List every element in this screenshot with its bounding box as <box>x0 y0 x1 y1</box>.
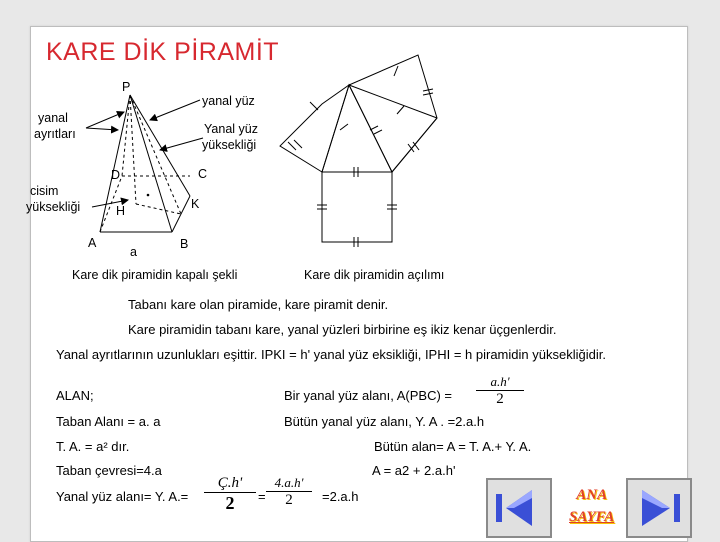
arrow-right-icon <box>628 480 690 536</box>
point-k-label: K <box>191 197 200 211</box>
property-line: Kare piramidin tabanı kare, yanal yüzleri birbirine eş ikiz kenar üçgenlerdir. <box>128 322 557 337</box>
yanal-ayritlari-label-2: ayrıtları <box>34 127 76 141</box>
area-formula-text: A = a2 + 2.a.h' <box>372 463 456 478</box>
yanal-yuz-yuksekligi-label-2: yüksekliği <box>202 138 257 152</box>
ta-text: T. A. = a² dır. <box>56 439 130 454</box>
fraction-denominator: 2 <box>496 391 504 407</box>
vertex-p-label: P <box>122 80 131 94</box>
lateral-area-text: Yanal yüz alanı= Y. A.= <box>56 489 189 504</box>
vertex-b-label: B <box>180 237 189 251</box>
net-figure-caption: Kare dik piramidin açılımı <box>304 268 445 282</box>
net-left-face <box>280 85 349 172</box>
point-h-label: H <box>116 204 126 218</box>
total-area-text: Bütün alan= A = T. A.+ Y. A. <box>374 439 532 454</box>
slant-height-pk <box>130 95 181 214</box>
total-lateral-area-text: Bütün yanal yüz alanı, Y. A . =2.a.h <box>284 414 485 429</box>
cisim-yuksekligi-label-1: cisim <box>30 184 59 198</box>
fraction-denominator: 2 <box>285 492 293 508</box>
vertex-a-label: A <box>88 236 97 250</box>
equals-sign: = <box>258 489 266 504</box>
lateral-face-area-text: Bir yanal yüz alanı, A(PBC) = <box>284 388 452 403</box>
arrow-left-icon <box>488 480 550 536</box>
lateral-edge-pb <box>130 95 172 232</box>
base-edge-bc <box>172 196 190 232</box>
fraction-numerator: 4.a.h' <box>266 475 312 492</box>
vertex-d-label: D <box>111 168 121 182</box>
segment-hk <box>136 204 181 214</box>
lateral-face-area-fraction <box>476 374 524 408</box>
yanal-ayritlari-label-1: yanal <box>38 111 68 125</box>
expanded-fraction <box>266 475 312 509</box>
yanal-yuz-yuksekligi-label-1: Yanal yüz <box>204 122 258 136</box>
vertex-c-label: C <box>198 167 208 181</box>
fraction-numerator: a.h' <box>476 374 524 391</box>
net-top-triangle <box>322 85 392 172</box>
arrow-yanal-ayrit-2 <box>86 112 124 128</box>
cisim-yuksekligi-label-2: yüksekliği <box>26 200 81 214</box>
edges-line: Yanal ayrıtlarının uzunlukları eşittir. IPKI = h' yanal yüz eksikliği, IPHI = h piramidin yüksekliğidir. <box>56 347 606 362</box>
center-point <box>147 194 150 197</box>
previous-slide-button[interactable] <box>486 478 552 538</box>
edge-a-label: a <box>130 245 137 259</box>
perimeter-fraction <box>204 475 256 514</box>
lateral-edge-pd <box>122 95 130 176</box>
arrow-yanal-ayrit-1 <box>86 128 118 130</box>
alan-heading: ALAN; <box>56 388 94 403</box>
arrow-yanal-yuz-yuksekligi <box>160 138 203 150</box>
home-label-line1: ANA <box>576 487 608 503</box>
pyramid-net-diagram <box>280 55 437 247</box>
arrow-yanal-yuz <box>150 100 200 120</box>
home-button[interactable] <box>569 484 614 528</box>
closed-figure-caption: Kare dik piramidin kapalı şekli <box>72 268 238 282</box>
definition-line: Tabanı kare olan piramide, kare piramit denir. <box>128 297 389 312</box>
base-perimeter-text: Taban çevresi=4.a <box>56 463 162 478</box>
base-area-text: Taban Alanı = a. a <box>56 414 161 429</box>
lateral-edge-pc <box>130 95 190 196</box>
closed-pyramid-diagram <box>86 95 203 232</box>
slide-title: KARE DİK PİRAMİT <box>46 38 280 66</box>
fraction-denominator: 2 <box>225 493 235 513</box>
home-label-line2: SAYFA <box>569 509 615 525</box>
lateral-area-result: =2.a.h <box>322 489 359 504</box>
fraction-numerator: Ç.h' <box>204 475 256 493</box>
net-base-square <box>322 172 392 242</box>
next-slide-button[interactable] <box>626 478 692 538</box>
yanal-yuz-label: yanal yüz <box>202 94 255 108</box>
